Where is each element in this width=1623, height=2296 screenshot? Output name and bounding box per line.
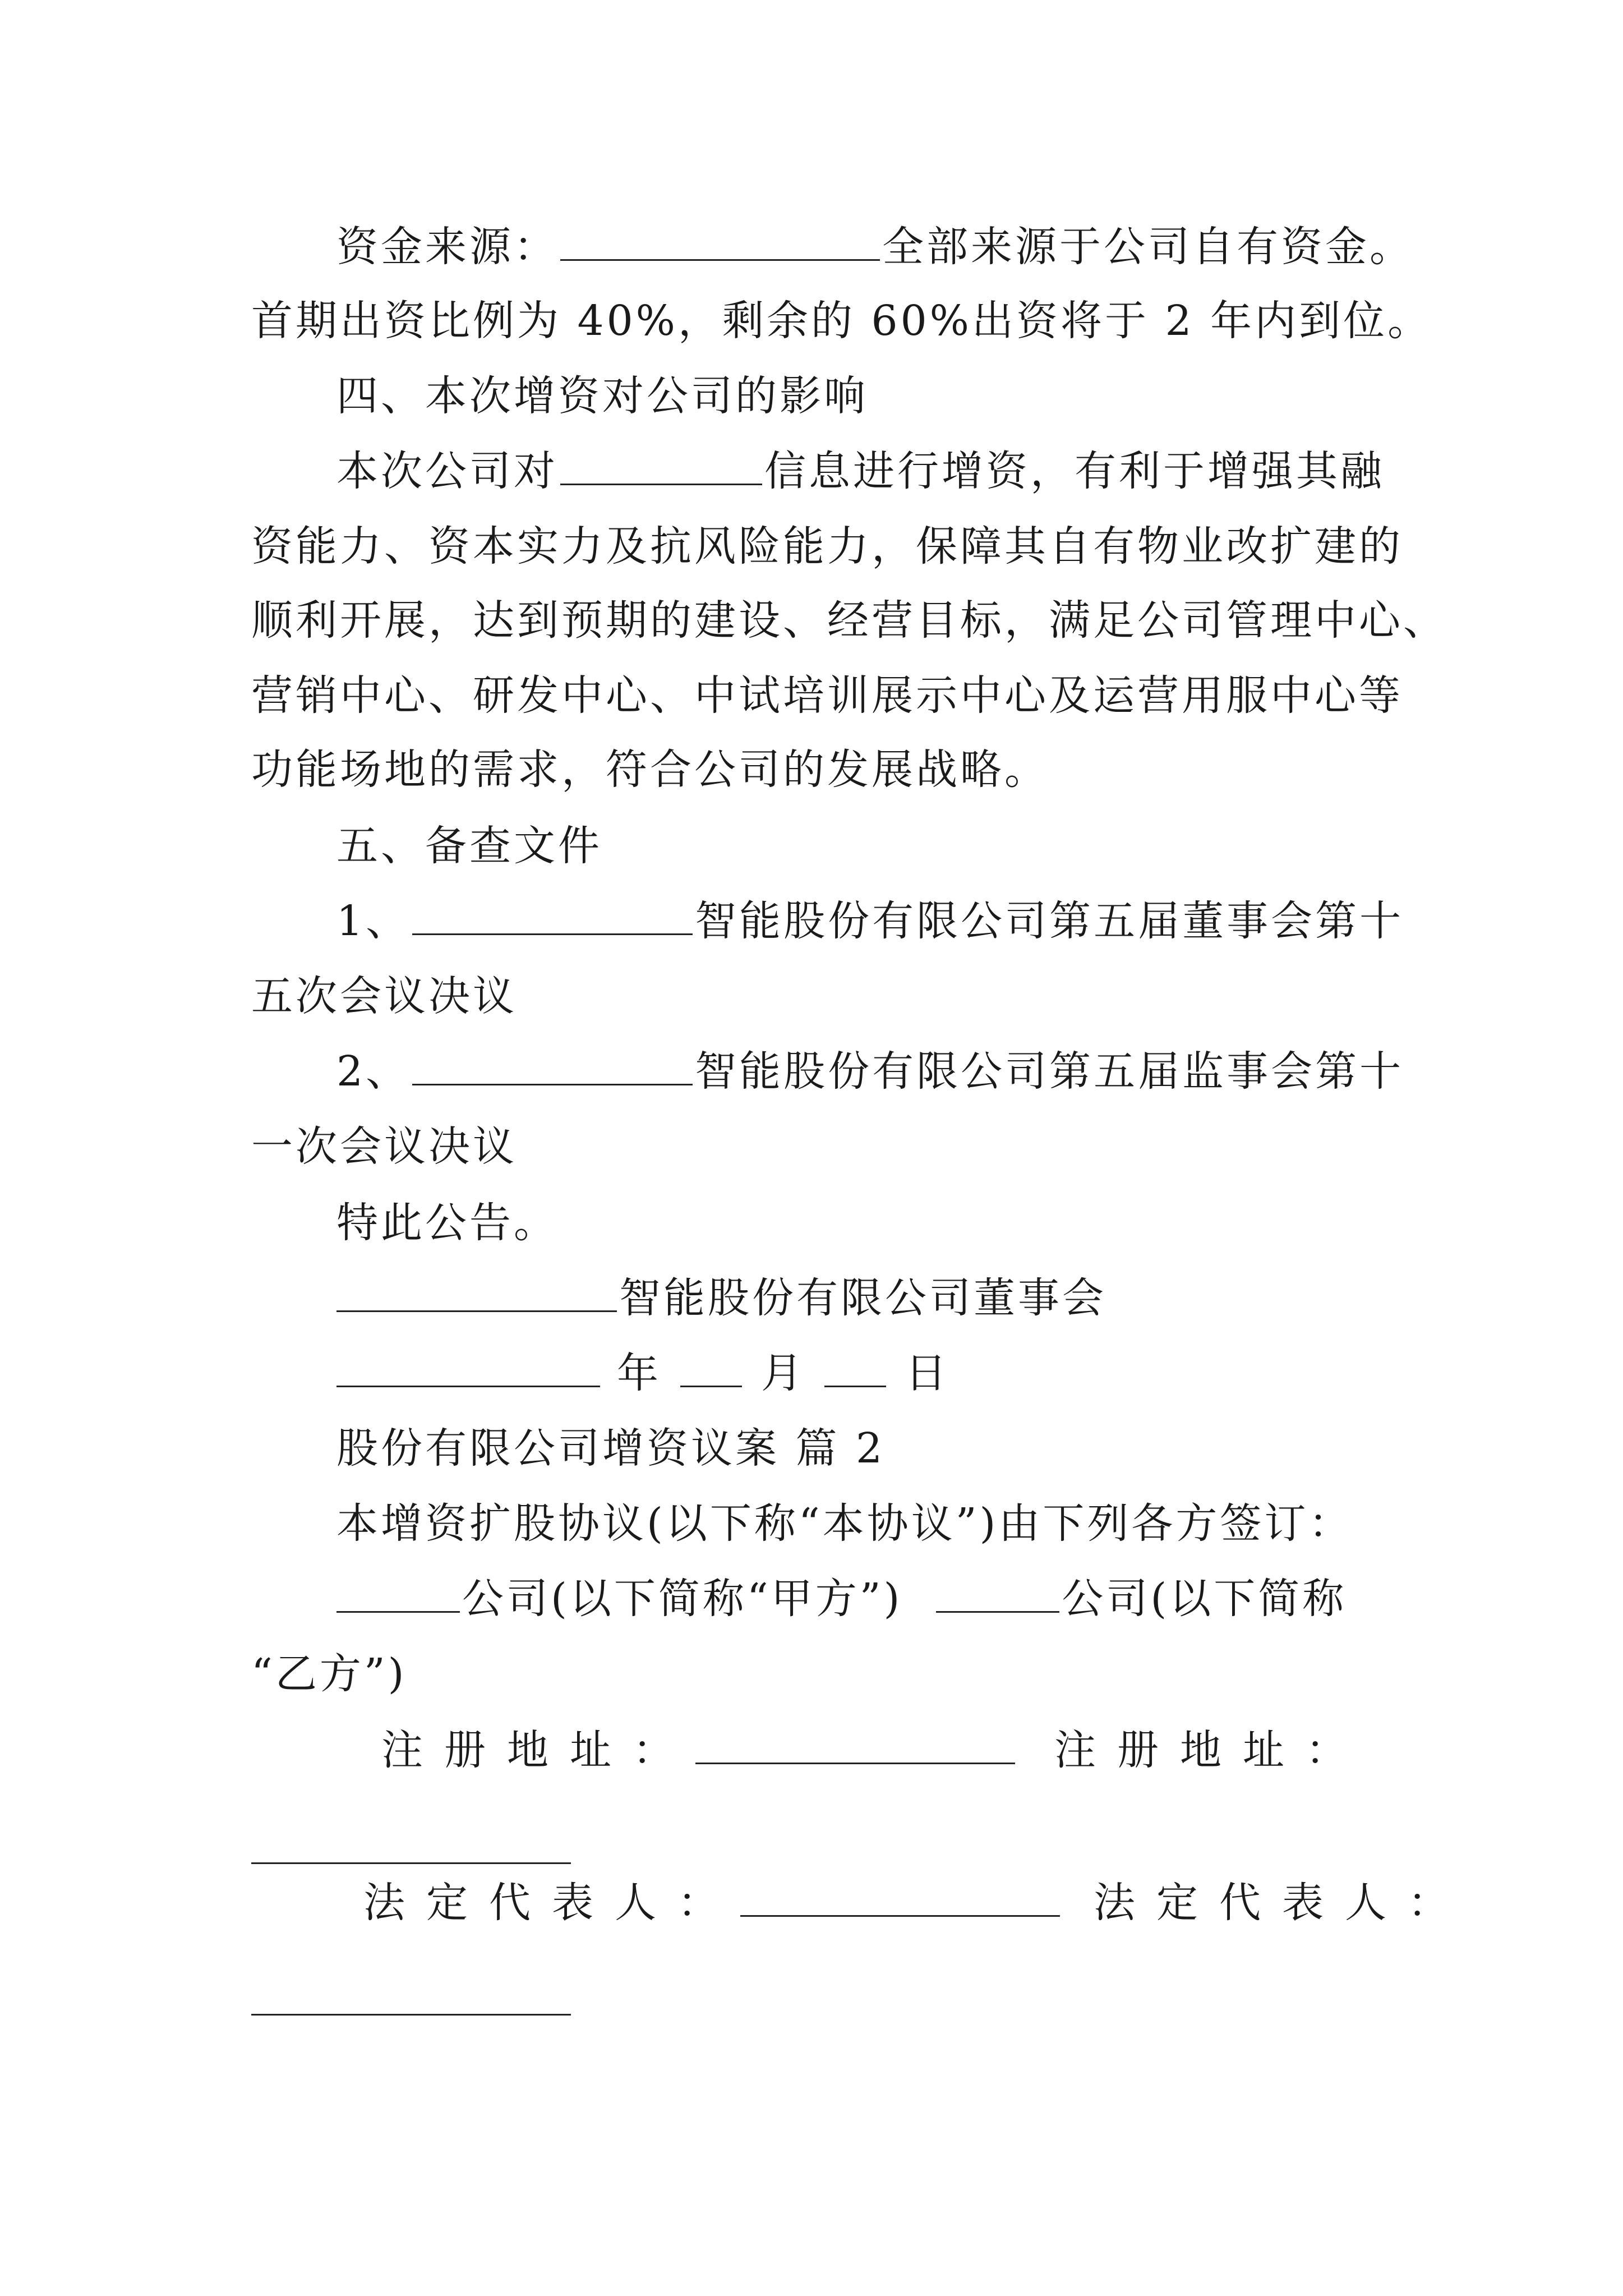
blank-field (336, 1572, 460, 1613)
impact-text-start: 本次公司对 (336, 447, 558, 495)
impact-line-2 (251, 518, 1403, 574)
blank-field (251, 2014, 571, 2016)
date-line (336, 1345, 949, 1401)
attachment-item-1-cont (251, 968, 517, 1024)
impact-text-5: 功能场地的需求，符合公司的发展战略。 (251, 746, 1049, 794)
attachment-item-2 (336, 1043, 1404, 1099)
blank-field (695, 1723, 1015, 1764)
blank-field (412, 1045, 693, 1085)
blank-field (824, 1346, 886, 1387)
blank-field (740, 1876, 1060, 1917)
funding-source-label: 资金来源： (336, 223, 558, 271)
attachment-item-2-cont (251, 1119, 517, 1175)
notice-line (336, 1195, 558, 1251)
parties-line-cont (251, 1646, 407, 1702)
part-2-heading (336, 1420, 885, 1476)
board-signature: 智能股份有限公司董事会 (619, 1274, 1106, 1322)
agreement-intro-text: 本增资扩股协议(以下称“本协议”)由下列各方签订： (336, 1499, 1353, 1548)
part-2-title: 股份有限公司增资议案 篇 2 (336, 1424, 886, 1473)
impact-text-4: 营销中心、研发中心、中试培训展示中心及运营用服中心等 (251, 671, 1403, 720)
blank-field (680, 1346, 742, 1387)
funding-ratio-line (251, 293, 1432, 349)
funding-ratio-text: 首期出资比例为 40%，剩余的 60%出资将于 2 年内到位。 (251, 297, 1432, 345)
impact-line-4 (251, 668, 1403, 724)
party-a-text: 公司(以下简称“甲方”) (462, 1575, 903, 1623)
section-5-heading (336, 818, 602, 874)
registered-address-line (381, 1722, 1368, 1778)
impact-line-5 (251, 742, 1049, 798)
blank-field (936, 1572, 1059, 1613)
registered-address-label-1: 注册地址： (381, 1726, 695, 1774)
item-1-cont-text: 五次会议决议 (251, 972, 517, 1020)
legal-rep-label-1: 法定代表人： (363, 1879, 740, 1927)
impact-line-1 (336, 443, 1385, 499)
item-2-number: 2、 (336, 1047, 411, 1096)
item-1-text: 智能股份有限公司第五届董事会第十 (695, 897, 1404, 945)
party-b-text: 公司(以下简称 (1062, 1575, 1347, 1623)
legal-rep-label-2: 法定代表人： (1094, 1879, 1470, 1927)
notice-text: 特此公告。 (336, 1199, 558, 1247)
legal-representative-line (363, 1875, 1470, 1931)
date-year: 年 (617, 1349, 661, 1397)
section-4-heading (336, 368, 868, 424)
blank-field (560, 220, 880, 261)
agreement-intro-line (336, 1496, 1353, 1552)
section-4-title: 四、本次增资对公司的影响 (336, 372, 868, 420)
blank-field (336, 1271, 617, 1312)
item-2-text: 智能股份有限公司第五届监事会第十 (695, 1047, 1404, 1096)
section-5-title: 五、备查文件 (336, 822, 602, 870)
impact-text-3: 顺利开展，达到预期的建设、经营目标，满足公司管理中心、 (251, 596, 1447, 645)
impact-text-rest: 信息进行增资，有利于增强其融 (764, 447, 1385, 495)
registered-address-label-2: 注册地址： (1054, 1726, 1368, 1774)
signature-line (336, 1270, 1106, 1326)
blank-field (251, 1862, 571, 1864)
blank-field (560, 444, 762, 485)
parties-line (336, 1571, 1347, 1627)
date-month: 月 (761, 1349, 805, 1397)
impact-text-2: 资能力、资本实力及抗风险能力，保障其自有物业改扩建的 (251, 522, 1403, 570)
funding-source-text: 全部来源于公司自有资金。 (882, 223, 1414, 271)
funding-source-line (336, 219, 1414, 275)
item-1-number: 1、 (336, 897, 411, 945)
blank-field (336, 1346, 600, 1387)
item-2-cont-text: 一次会议决议 (251, 1122, 517, 1171)
impact-line-3 (251, 592, 1447, 648)
blank-field (412, 894, 693, 935)
party-b-cont-text: “乙方”) (251, 1650, 407, 1698)
date-day: 日 (905, 1349, 949, 1397)
attachment-item-1 (336, 893, 1404, 949)
